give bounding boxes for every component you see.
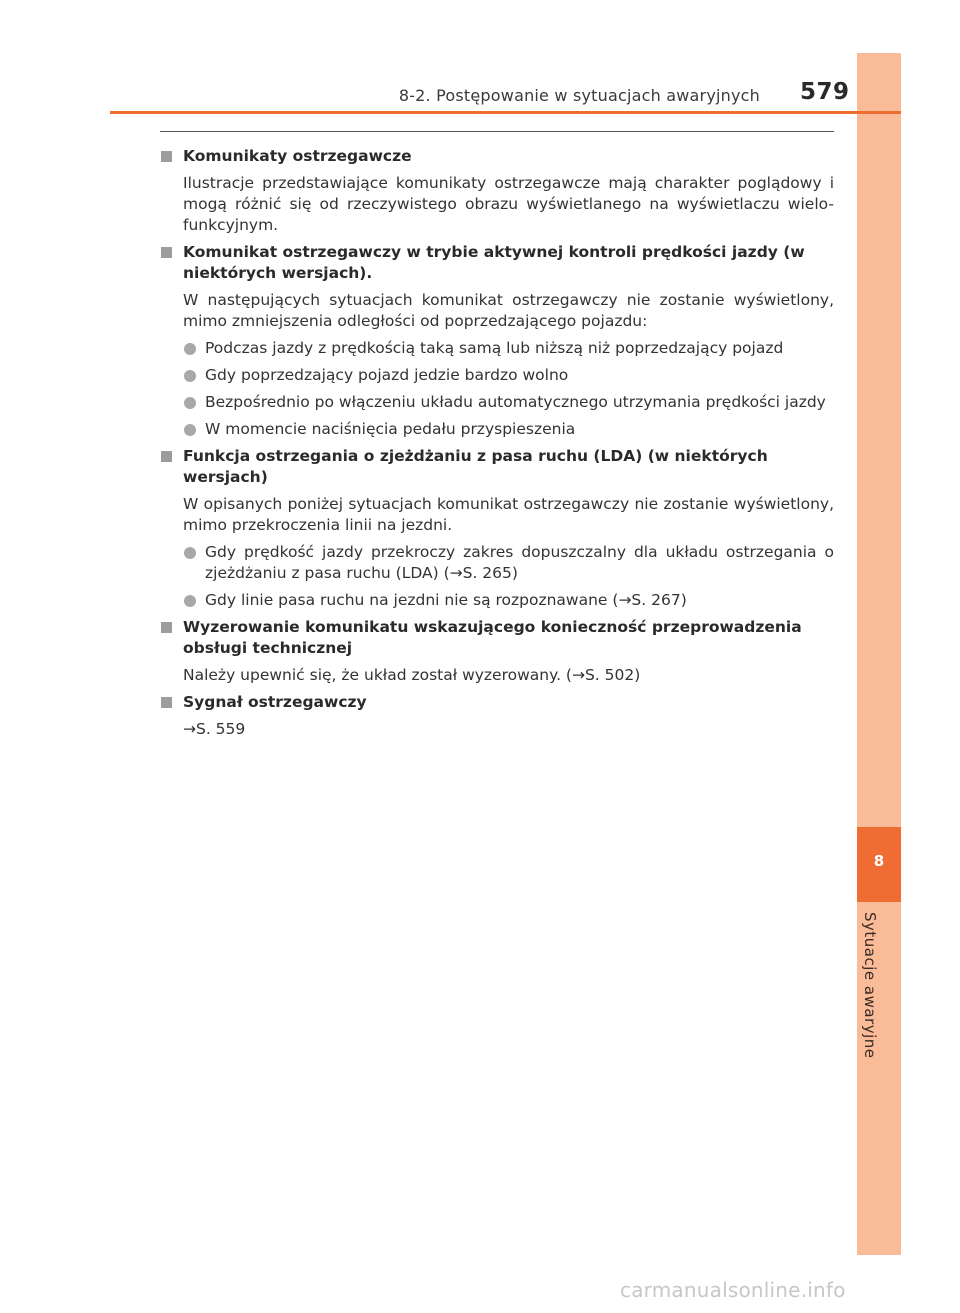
circle-bullet-icon (184, 397, 196, 409)
square-bullet-icon (161, 151, 172, 162)
list-item (160, 392, 834, 413)
list-item (160, 542, 834, 584)
circle-bullet-icon (184, 370, 196, 382)
section (160, 446, 834, 611)
circle-bullet-icon (184, 595, 196, 607)
list-item-text: Gdy prędkość jazdy przekroczy zakres dopuszczalny dla układu ostrzegania o zjeżdżaniu z pasa ruchu (LDA) (→S. 265) (205, 543, 834, 582)
cross-reference-link[interactable]: →S. 559 (183, 720, 246, 738)
list-item-text: Podczas jazdy z prędkością taką samą lub niższą niż poprzedzający pojazd (205, 339, 784, 357)
body-paragraph: W następujących sytuacjach komunikat ostrzegawczy nie zostanie wyświetlony, mimo zmniejszenia odległości od poprzedzającego pojazdu: (183, 291, 834, 330)
list-item (160, 419, 834, 440)
watermark: carmanualsonline.info (620, 1278, 846, 1302)
section-heading-text: Komunikaty ostrzegawcze (183, 147, 412, 165)
list-item-text: W momencie naciśnięcia pedału przyspieszenia (205, 420, 576, 438)
circle-bullet-icon (184, 343, 196, 355)
section-heading (160, 692, 834, 713)
circle-bullet-icon (184, 547, 196, 559)
section-heading-text: Funkcja ostrzegania o zjeżdżaniu z pasa ruchu (LDA) (w niektórych wersjach) (183, 447, 768, 486)
chapter-label: Sytuacje awaryjne (861, 912, 879, 1059)
section (160, 617, 834, 686)
content-rule (160, 131, 834, 132)
section (160, 692, 834, 740)
list-item (160, 365, 834, 386)
section-heading (160, 242, 834, 284)
list-item-text: Gdy linie pasa ruchu na jezdni nie są rozpoznawane (→S. 267) (205, 591, 687, 609)
square-bullet-icon (161, 451, 172, 462)
body-paragraph: Ilustracje przedstawiające komunikaty ostrzegawcze mają charakter poglądowy i mogą różnić się od rzeczywistego obrazu wyświetlanego na wyświetlaczu wielo-funkcyjnym. (183, 174, 834, 234)
square-bullet-icon (161, 247, 172, 258)
list-item (160, 338, 834, 359)
list-item-text: Bezpośrednio po włączeniu układu automatycznego utrzymania prędkości jazdy (205, 393, 826, 411)
section-heading (160, 617, 834, 659)
section-heading (160, 146, 834, 167)
section-heading-text: Sygnał ostrzegawczy (183, 693, 367, 711)
chapter-number: 8 (873, 852, 885, 870)
chapter-side-tab (857, 53, 901, 1255)
section-heading-text: Wyzerowanie komunikatu wskazującego konieczność przeprowadzenia obsługi technicznej (183, 618, 802, 657)
body-paragraph: W opisanych poniżej sytuacjach komunikat ostrzegawczy nie zostanie wyświetlony, mimo przekroczenia linii na jezdni. (183, 495, 834, 534)
page-number: 579 (800, 79, 850, 105)
section (160, 146, 834, 236)
body-paragraph: Należy upewnić się, że układ został wyzerowany. (→S. 502) (183, 666, 641, 684)
section-title: 8-2. Postępowanie w sytuacjach awaryjnych (398, 86, 760, 105)
page-content (160, 140, 834, 740)
list-item-text: Gdy poprzedzający pojazd jedzie bardzo wolno (205, 366, 569, 384)
section (160, 242, 834, 440)
section-heading (160, 446, 834, 488)
section-heading-text: Komunikat ostrzegawczy w trybie aktywnej kontroli prędkości jazdy (w niektórych wersjach). (183, 243, 805, 282)
circle-bullet-icon (184, 424, 196, 436)
square-bullet-icon (161, 697, 172, 708)
header-rule (110, 111, 901, 114)
list-item (160, 590, 834, 611)
square-bullet-icon (161, 622, 172, 633)
